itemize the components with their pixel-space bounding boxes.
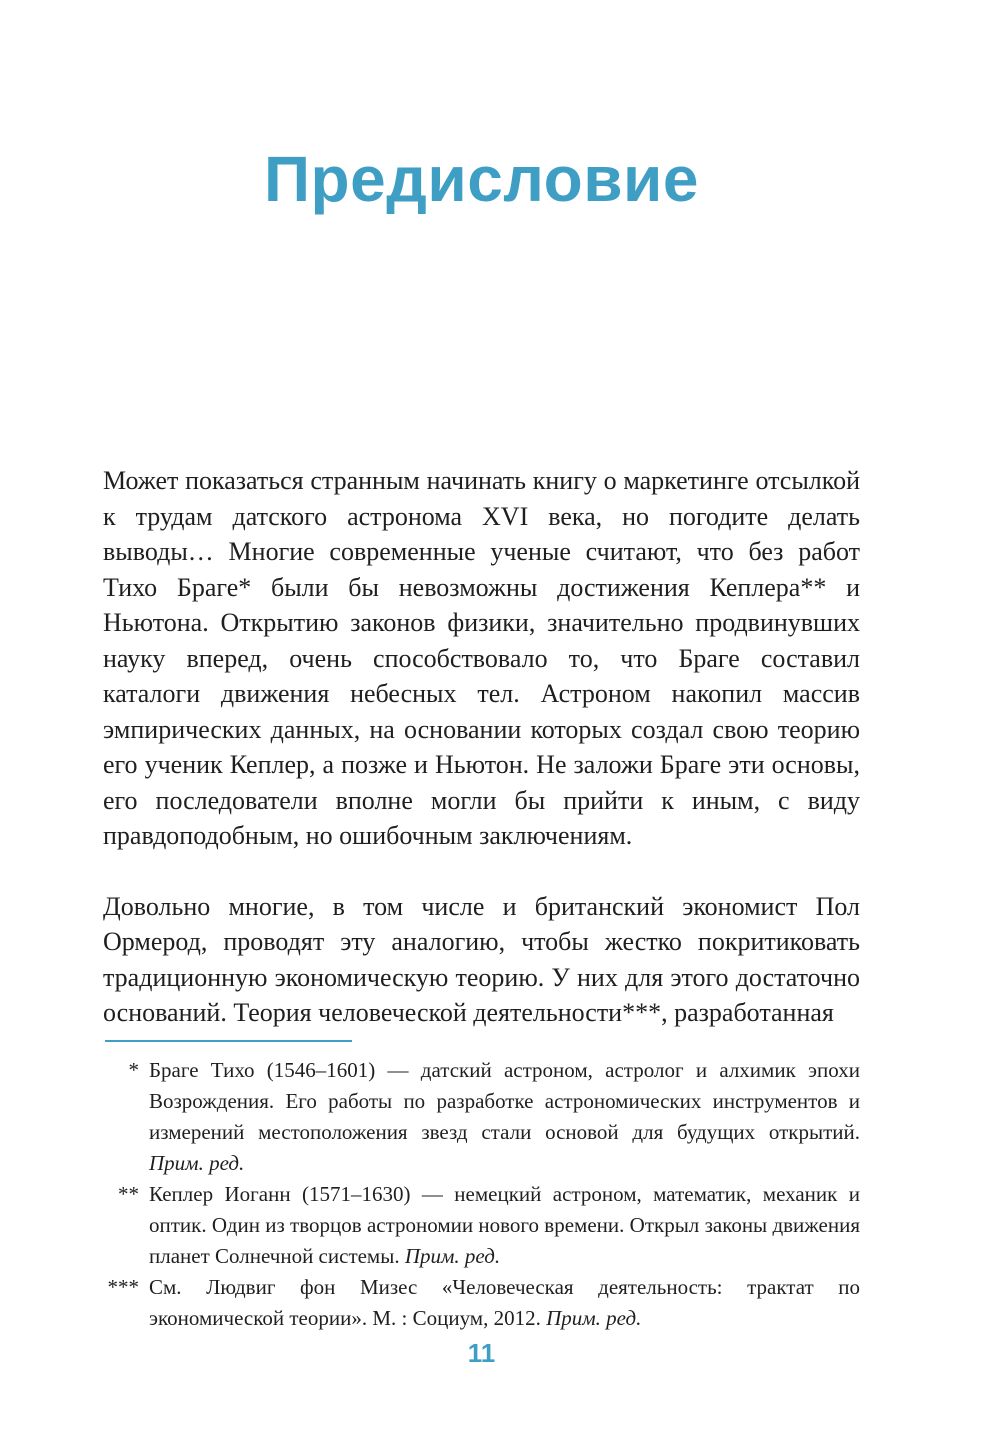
footnote-text: Кеплер Иоганн (1571–1630) — немецкий астроном, математик, механик и оптик. Один из творцов астрономии нового времени. Открыл законы движения планет Солнечной системы. xyxy=(149,1182,860,1268)
footnote-marker: * xyxy=(128,1058,139,1082)
footnote-body xyxy=(149,1272,860,1334)
footnote-editor-note: Прим. ред. xyxy=(404,1244,501,1268)
paragraph-2: Довольно многие, в том числе и британский экономист Пол Ормерод, проводят эту аналогию, чтобы жестко покритиковать традиционную экономическую теорию. У них для этого достаточно оснований. Теория человеческой деятельности***, разработанная xyxy=(103,891,860,1027)
footnote-marker: *** xyxy=(107,1275,139,1299)
chapter-title: Предисловие xyxy=(264,143,699,215)
page-number: 11 xyxy=(467,1338,496,1368)
paragraph-1: Может показаться странным начинать книгу о маркетинге отсылкой к трудам датского астронома XVI века, но погодите делать выводы… Многие современные ученые считают, что без работ Тихо Браге* были бы невозможны достижения Кеплера** и Ньютона. Открытию законов физики, значительно продвинувших науку вперед, очень способствовало то, что Браге составил каталоги движения небесных тел. Астроном накопил массив эмпирических данных, на основании которых создал свою теорию его ученик Кеплер, а позже и Ньютон. Не заложи Браге эти основы, его последователи вполне могли бы прийти к иным, с виду правдоподобным, но ошибочным заключениям. xyxy=(103,466,860,850)
footnote-item-1 xyxy=(103,1055,860,1179)
footnote-body xyxy=(149,1055,860,1179)
footnote-text: Браге Тихо (1546–1601) — датский астроном, астролог и алхимик эпохи Возрождения. Его работы по разработке астрономических инструментов и измерений местоположения звезд стали основой для будущих открытий. xyxy=(149,1058,860,1144)
footnotes-section xyxy=(103,1040,860,1334)
body-text xyxy=(103,463,860,1031)
footnote-item-3 xyxy=(103,1272,860,1334)
footnote-separator xyxy=(105,1040,352,1042)
footnote-text: См. Людвиг фон Мизес «Человеческая деятельность: трактат по экономической теории». М. : Социум, 2012. xyxy=(149,1275,860,1330)
footnote-body xyxy=(149,1179,860,1272)
footnote-editor-note: Прим. ред. xyxy=(546,1306,642,1330)
footnote-marker: ** xyxy=(118,1182,139,1206)
footnote-editor-note: Прим. ред. xyxy=(149,1151,245,1175)
footnote-item-2 xyxy=(103,1179,860,1272)
